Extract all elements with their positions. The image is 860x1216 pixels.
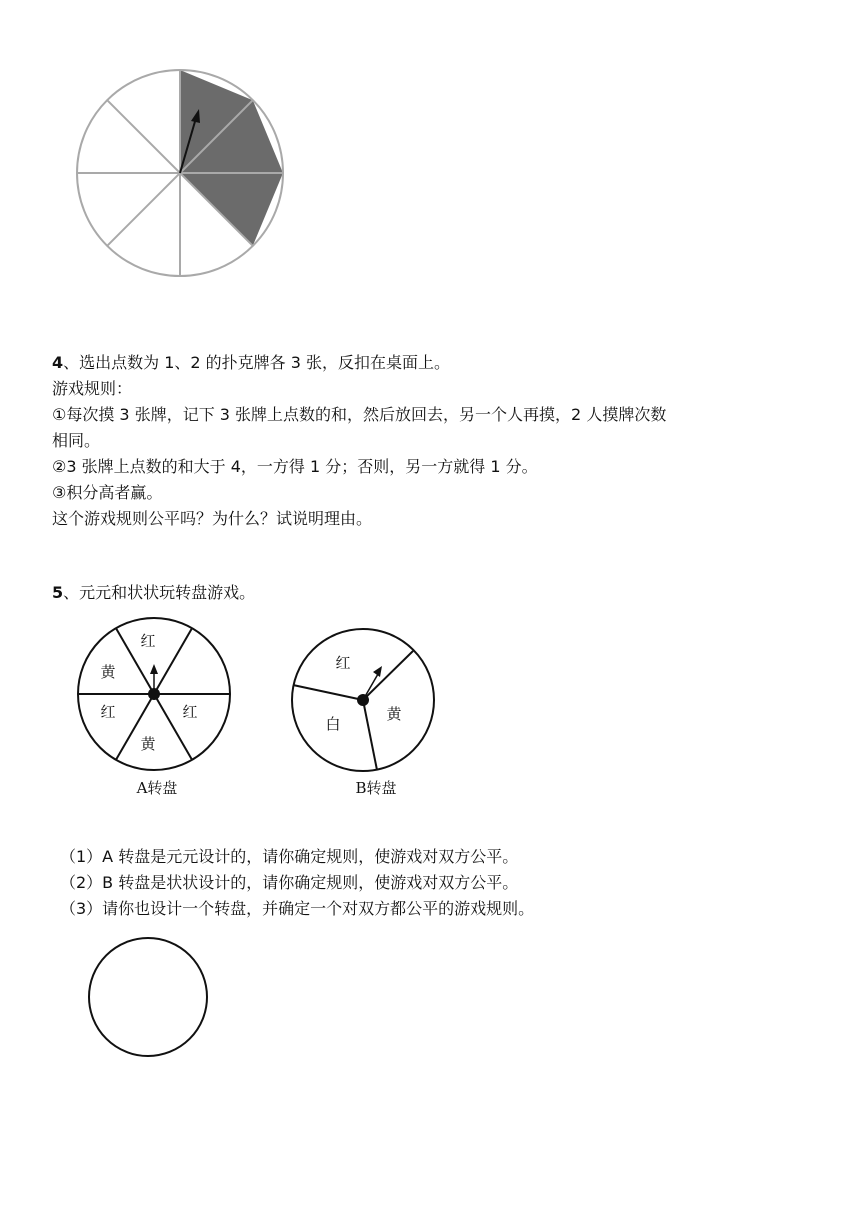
blank-spinner: [0, 930, 860, 1070]
q4-rule2: ②3 张牌上点数的和大于 4，一方得 1 分；否则，另一方就得 1 分。: [52, 457, 538, 476]
spinner-b-label-red: 红: [335, 654, 351, 672]
spinner-b: [0, 600, 860, 800]
spinner-a-label-lower-right: 红: [182, 703, 198, 721]
q4-rule1-line1: ①每次摸 3 张牌，记下 3 张牌上点数的和，然后放回去，另一个人再摸，2 人摸牌次数: [52, 405, 667, 424]
q4-rules-heading: 游戏规则：: [52, 379, 133, 398]
spinner-a-label-lower-left: 红: [100, 703, 116, 721]
spinner-b-hub: [357, 694, 369, 706]
spinner-a-label-upper-left: 黄: [100, 663, 116, 681]
q5-sub1: （1）A 转盘是元元设计的，请你确定规则，使游戏对双方公平。: [60, 847, 519, 866]
spinner-b-label-yellow: 黄: [386, 705, 402, 723]
q5-title-text: 、元元和状状玩转盘游戏。: [63, 583, 256, 602]
spinner-a-caption: A转盘: [136, 779, 178, 797]
q4-rule3: ③积分高者赢。: [52, 483, 163, 502]
spinner-b-label-white: 白: [325, 715, 341, 733]
spinner-b-caption: B转盘: [355, 779, 397, 797]
q4-number: 4: [52, 353, 64, 372]
q4-question: 这个游戏规则公平吗？为什么？试说明理由。: [52, 509, 373, 528]
q4-rule1-line2: 相同。: [52, 431, 101, 450]
q5-sub2: （2）B 转盘是状状设计的，请你确定规则，使游戏对双方公平。: [60, 873, 519, 892]
blank-spinner-circle: [89, 938, 207, 1056]
q5-number: 5: [52, 583, 64, 602]
spinner-a-label-top: 红: [140, 632, 156, 650]
spinner-a-label-bottom: 黄: [140, 735, 156, 753]
q5-sub3: （3）请你也设计一个转盘，并确定一个对双方都公平的游戏规则。: [60, 899, 535, 918]
top-spinner: [0, 0, 860, 300]
q4-title: [52, 350, 450, 376]
q4-title-text: 、选出点数为 1、2 的扑克牌各 3 张，反扣在桌面上。: [63, 353, 451, 372]
